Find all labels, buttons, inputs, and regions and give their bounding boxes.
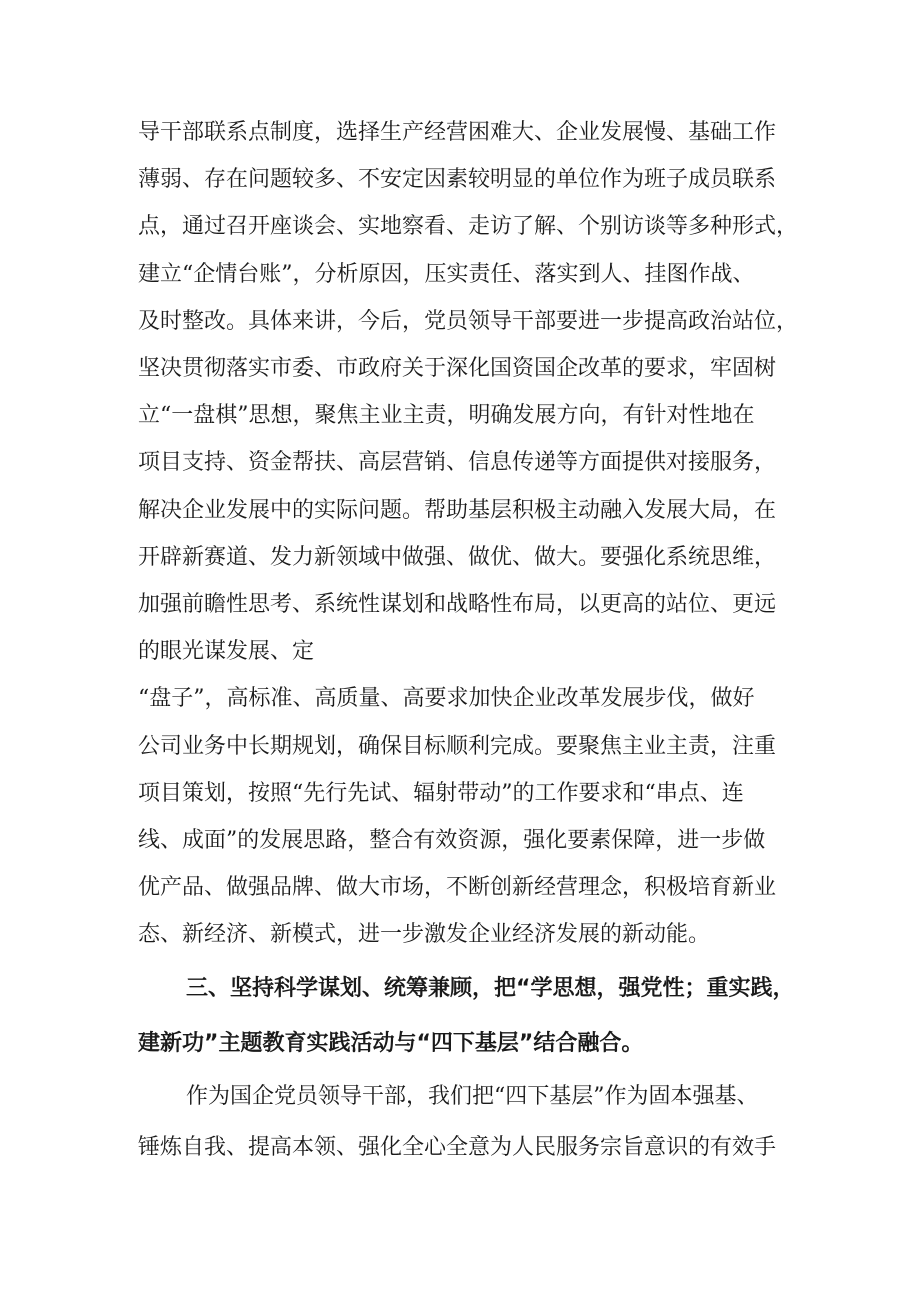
body-line: 线、成面”的发展思路，整合有效资源，强化要素保障，进一步做 bbox=[138, 828, 766, 853]
body-line: 解决企业发展中的实际问题。帮助基层积极主动融入发展大局，在 bbox=[138, 498, 777, 523]
body-line: 的眼光谋发展、定 bbox=[138, 639, 315, 664]
body-line: 坚决贯彻落实市委、市政府关于深化国资国企改革的要求，牢固树 bbox=[138, 356, 777, 381]
body-line: 建立“企情台账”，分析原因，压实责任、落实到人、挂图作战、 bbox=[138, 262, 755, 287]
body-line: 及时整改。具体来讲，今后，党员领导干部要进一步提高政治站位， bbox=[138, 309, 799, 334]
section-heading-line: 三、坚持科学谋划、统筹兼顾，把“学思想，强党性；重实践， bbox=[186, 976, 795, 1001]
body-line: 开辟新赛道、发力新领域中做强、做优、做大。要强化系统思维， bbox=[138, 545, 777, 570]
body-line: 导干部联系点制度，选择生产经营困难大、企业发展慢、基础工作 bbox=[138, 120, 777, 145]
section-heading-line: 建新功”主题教育实践活动与“四下基层”结合融合。 bbox=[138, 1031, 644, 1056]
body-line: 立“一盘棋”思想，聚焦主业主责，明确发展方向，有针对性地在 bbox=[138, 403, 755, 428]
body-line: 项目支持、资金帮扶、高层营销、信息传递等方面提供对接服务， bbox=[138, 450, 777, 475]
body-line: 薄弱、存在问题较多、不安定因素较明显的单位作为班子成员联系 bbox=[138, 167, 777, 192]
body-line: 优产品、做强品牌、做大市场，不断创新经营理念，积极培育新业 bbox=[138, 875, 777, 900]
body-line: 锤炼自我、提高本领、强化全心全意为人民服务宗旨意识的有效手 bbox=[138, 1135, 777, 1160]
body-line: “盘子”，高标准、高质量、高要求加快企业改革发展步伐，做好 bbox=[138, 686, 755, 711]
body-line: 态、新经济、新模式，进一步激发企业经济发展的新动能。 bbox=[138, 922, 711, 947]
body-line: 公司业务中长期规划，确保目标顺利完成。要聚焦主业主责，注重 bbox=[138, 734, 777, 759]
body-line: 加强前瞻性思考、系统性谋划和战略性布局，以更高的站位、更远 bbox=[138, 592, 777, 617]
body-line: 项目策划，按照“先行先试、辐射带动”的工作要求和“串点、连 bbox=[138, 781, 744, 806]
body-line: 点，通过召开座谈会、实地察看、走访了解、个别访谈等多种形式， bbox=[138, 214, 799, 239]
body-line: 作为国企党员领导干部，我们把“四下基层”作为固本强基、 bbox=[186, 1084, 759, 1109]
